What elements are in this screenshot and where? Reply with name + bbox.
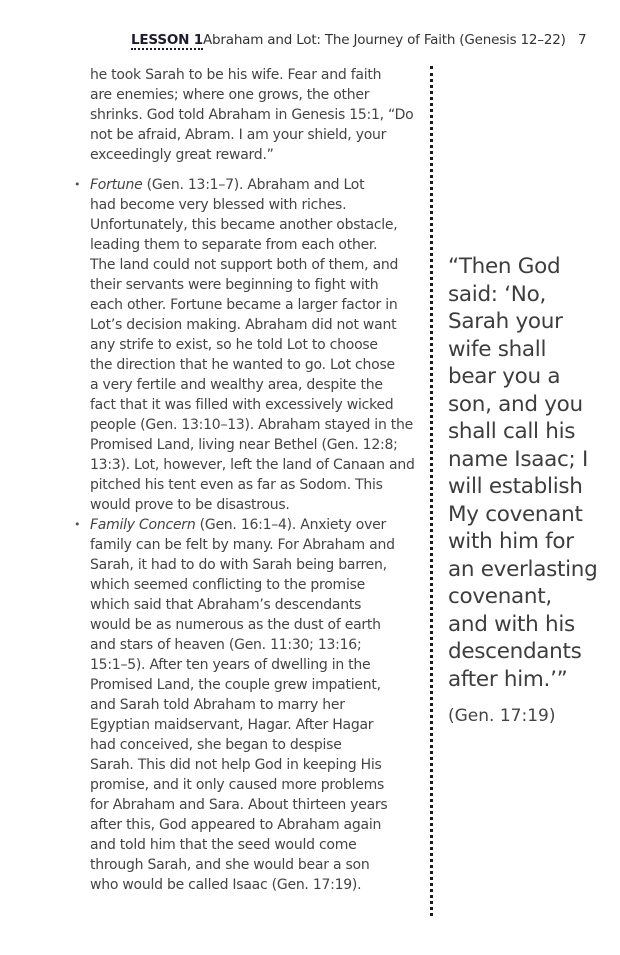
text-line: 15:1–5). After ten years of dwelling in the xyxy=(90,657,371,673)
bullet-fortune xyxy=(90,175,420,515)
text-line: 13:3). Lot, however, left the land of Canaan and xyxy=(90,457,415,473)
text-line: after this, God appeared to Abraham again xyxy=(90,817,382,833)
quote-line: bear you a xyxy=(448,364,561,389)
text-line: through Sarah, and she would bear a son xyxy=(90,857,370,873)
quote-line: an everlasting xyxy=(448,556,598,582)
intro-paragraph xyxy=(90,65,420,165)
running-header xyxy=(0,31,620,53)
text-line: which seemed conflicting to the promise xyxy=(90,577,365,593)
text-line: he took Sarah to be his wife. Fear and faith xyxy=(90,67,382,83)
quote-line: will establish xyxy=(448,474,583,499)
text-line: Egyptian maidservant, Hagar. After Hagar xyxy=(90,717,374,733)
pull-quote xyxy=(448,253,608,693)
text-line: who would be called Isaac (Gen. 17:19). xyxy=(90,877,362,893)
text-line: are enemies; where one grows, the other xyxy=(90,87,370,103)
quote-line: son, and you xyxy=(448,391,583,417)
text-line: promise, and it only caused more problems xyxy=(90,777,384,793)
bullet-family-concern xyxy=(90,515,420,895)
bullet-lead: (Gen. 16:1–4). Anxiety over xyxy=(195,517,386,533)
text-line: shrinks. God told Abraham in Genesis 15:1, “Do xyxy=(90,107,414,123)
text-line: a very fertile and wealthy area, despite the xyxy=(90,377,383,393)
column-divider xyxy=(430,66,433,916)
lesson-label: LESSON 1 xyxy=(131,32,203,48)
quote-line: name Isaac; I xyxy=(448,446,589,472)
text-line: and stars of heaven (Gen. 11:30; 13:16; xyxy=(90,637,362,653)
bullet-term: Fortune xyxy=(90,177,143,193)
text-line: Promised Land, living near Bethel (Gen. 12:8; xyxy=(90,437,398,453)
quote-line: covenant, xyxy=(448,584,552,609)
text-line: The land could not support both of them, and xyxy=(90,257,399,273)
text-line: Sarah. This did not help God in keeping His xyxy=(90,757,382,773)
pull-quote-sidebar xyxy=(448,253,608,727)
text-line: Promised Land, the couple grew impatient, xyxy=(90,677,381,693)
text-line: family can be felt by many. For Abraham and xyxy=(90,537,395,553)
text-line: any strife to exist, so he told Lot to choose xyxy=(90,337,378,353)
quote-line: descendants xyxy=(448,639,582,664)
text-line xyxy=(90,175,420,195)
quote-citation: (Gen. 17:19) xyxy=(448,706,556,726)
text-line: Sarah, it had to do with Sarah being barren, xyxy=(90,557,387,573)
text-line: Unfortunately, this became another obstacle, xyxy=(90,217,398,233)
bullet-term: Family Concern xyxy=(90,517,196,533)
text-line: had become very blessed with riches. xyxy=(90,197,347,213)
text-line: would prove to be disastrous. xyxy=(90,497,290,513)
bullet-lead: (Gen. 13:1–7). Abraham and Lot xyxy=(142,177,365,193)
quote-line: shall call his xyxy=(448,419,576,444)
page-number: 7 xyxy=(578,32,587,48)
quote-line: with him for xyxy=(448,529,574,554)
quote-line: Sarah your xyxy=(448,309,563,334)
text-line: Lot’s decision making. Abraham did not want xyxy=(90,317,397,333)
text-line: their servants were beginning to fight with xyxy=(90,277,379,293)
text-line: and told him that the seed would come xyxy=(90,837,357,853)
text-line: fact that it was filled with excessively wicked xyxy=(90,397,394,413)
text-line: leading them to separate from each other. xyxy=(90,237,378,253)
quote-line: said: ‘No, xyxy=(448,281,546,307)
quote-line: My covenant xyxy=(448,501,583,527)
text-line: for Abraham and Sara. About thirteen years xyxy=(90,797,388,813)
text-line: people (Gen. 13:10–13). Abraham stayed in the xyxy=(90,417,413,433)
quote-line: after him.’” xyxy=(448,666,568,692)
text-line: which said that Abraham’s descendants xyxy=(90,597,362,613)
text-line xyxy=(90,515,420,535)
quote-line: and with his xyxy=(448,611,575,637)
text-line: not be afraid, Abram. I am your shield, your xyxy=(90,127,387,143)
text-line: pitched his tent even as far as Sodom. This xyxy=(90,477,383,493)
text-line: the direction that he wanted to go. Lot chose xyxy=(90,357,395,373)
text-line: would be as numerous as the dust of earth xyxy=(90,617,381,633)
quote-line: wife shall xyxy=(448,336,547,362)
text-line: had conceived, she began to despise xyxy=(90,737,342,753)
quote-line: “Then God xyxy=(448,254,561,279)
text-line: exceedingly great reward.” xyxy=(90,147,274,163)
lesson-title: Abraham and Lot: The Journey of Faith (Genesis 12–22) xyxy=(203,32,566,48)
main-column xyxy=(90,65,420,895)
text-line: and Sarah told Abraham to marry her xyxy=(90,697,345,713)
text-line: each other. Fortune became a larger factor in xyxy=(90,297,398,313)
